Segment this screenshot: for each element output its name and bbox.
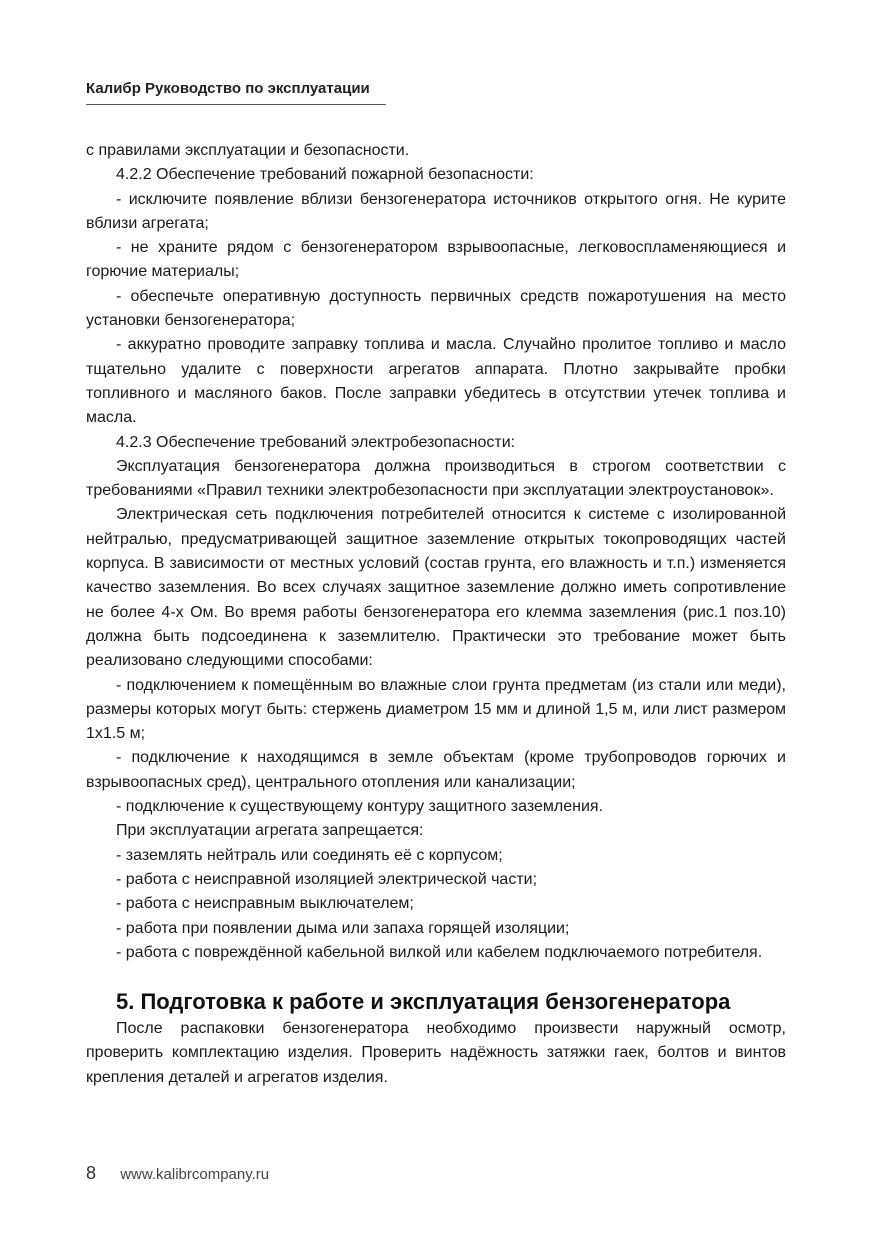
page-number: 8 xyxy=(86,1163,97,1183)
paragraph: Электрическая сеть подключения потребителей относится к системе с изолированной нейтралью, предусматривающей защитное заземление открытых токопроводящих частей корпуса. В зависимости от местных условий (состав грунта, его влажность и т.п.) изменяется качество заземления. Во всех случаях защитное заземление должно иметь сопротивление не более 4-х Ом. Во время работы бензогенератора его клемма заземления (рис.1 поз.10) должна быть подсоединена к заземлителю. Практически это требование может быть реализовано следующими способами: xyxy=(86,506,786,670)
paragraph: После распаковки бензогенератора необходимо произвести наружный осмотр, проверить комплектацию изделия. Проверить надёжность затяжки гаек, болтов и винтов крепления деталей и агрегатов изделия. xyxy=(86,1020,786,1086)
header-title: Калибр Руководство по эксплуатации xyxy=(86,80,370,97)
website-link[interactable]: www.kalibrcompany.ru xyxy=(120,1166,270,1183)
paragraph: с правилами эксплуатации и безопасности. xyxy=(86,142,410,159)
list-item: - подключение к находящимся в земле объектам (кроме трубопроводов горючих и взрывоопасных сред), центрального отопления или канализации; xyxy=(86,749,786,791)
section-title: 5. Подготовка к работе и эксплуатация бензогенератора xyxy=(116,989,731,1015)
list-item: - работа с неисправной изоляцией электрической части; xyxy=(116,870,538,888)
list-item: - работа при появлении дыма или запаха горящей изоляции; xyxy=(116,919,570,937)
list-item: - подключение к существующему контуру защитного заземления. xyxy=(116,798,604,816)
subsection-heading: 4.2.2 Обеспечение требований пожарной безопасности: xyxy=(116,166,534,184)
page-body xyxy=(86,139,786,1090)
running-header xyxy=(86,80,386,105)
list-item: - исключите появление вблизи бензогенератора источников открытого огня. Не курите вблизи агрегата; xyxy=(86,190,786,232)
subsection-heading: 4.2.3 Обеспечение требований электробезопасности: xyxy=(116,433,516,451)
list-item: - подключением к помещённым во влажные слои грунта предметам (из стали или меди), размеры которых могут быть: стержень диаметром 15 мм и длиной 1,5 м, или лист размером 1х1.5 м; xyxy=(86,676,786,743)
paragraph: При эксплуатации агрегата запрещается: xyxy=(116,822,424,840)
list-item: - не храните рядом с бензогенератором взрывоопасные, легковоспламеняющиеся и горючие материалы; xyxy=(86,239,786,281)
list-item: - заземлять нейтраль или соединять её с корпусом; xyxy=(116,846,503,864)
list-item: - работа с повреждённой кабельной вилкой или кабелем подключаемого потребителя. xyxy=(116,943,763,961)
page-footer xyxy=(86,1163,269,1184)
list-item: - аккуратно проводите заправку топлива и масла. Случайно пролитое топливо и масло тщательно удалите с поверхности агрегатов аппарата. Плотно закрывайте пробки топливного и масляного баков. После заправки убедитесь в отсутствии утечек топлива и масла. xyxy=(86,336,786,427)
paragraph: Эксплуатация бензогенератора должна производиться в строгом соответствии с требованиями «Правил техники электробезопасности при эксплуатации электроустановок». xyxy=(86,457,786,500)
list-item: - обеспечьте оперативную доступность первичных средств пожаротушения на место установки бензогенератора; xyxy=(86,287,786,330)
list-item: - работа с неисправным выключателем; xyxy=(116,895,414,913)
